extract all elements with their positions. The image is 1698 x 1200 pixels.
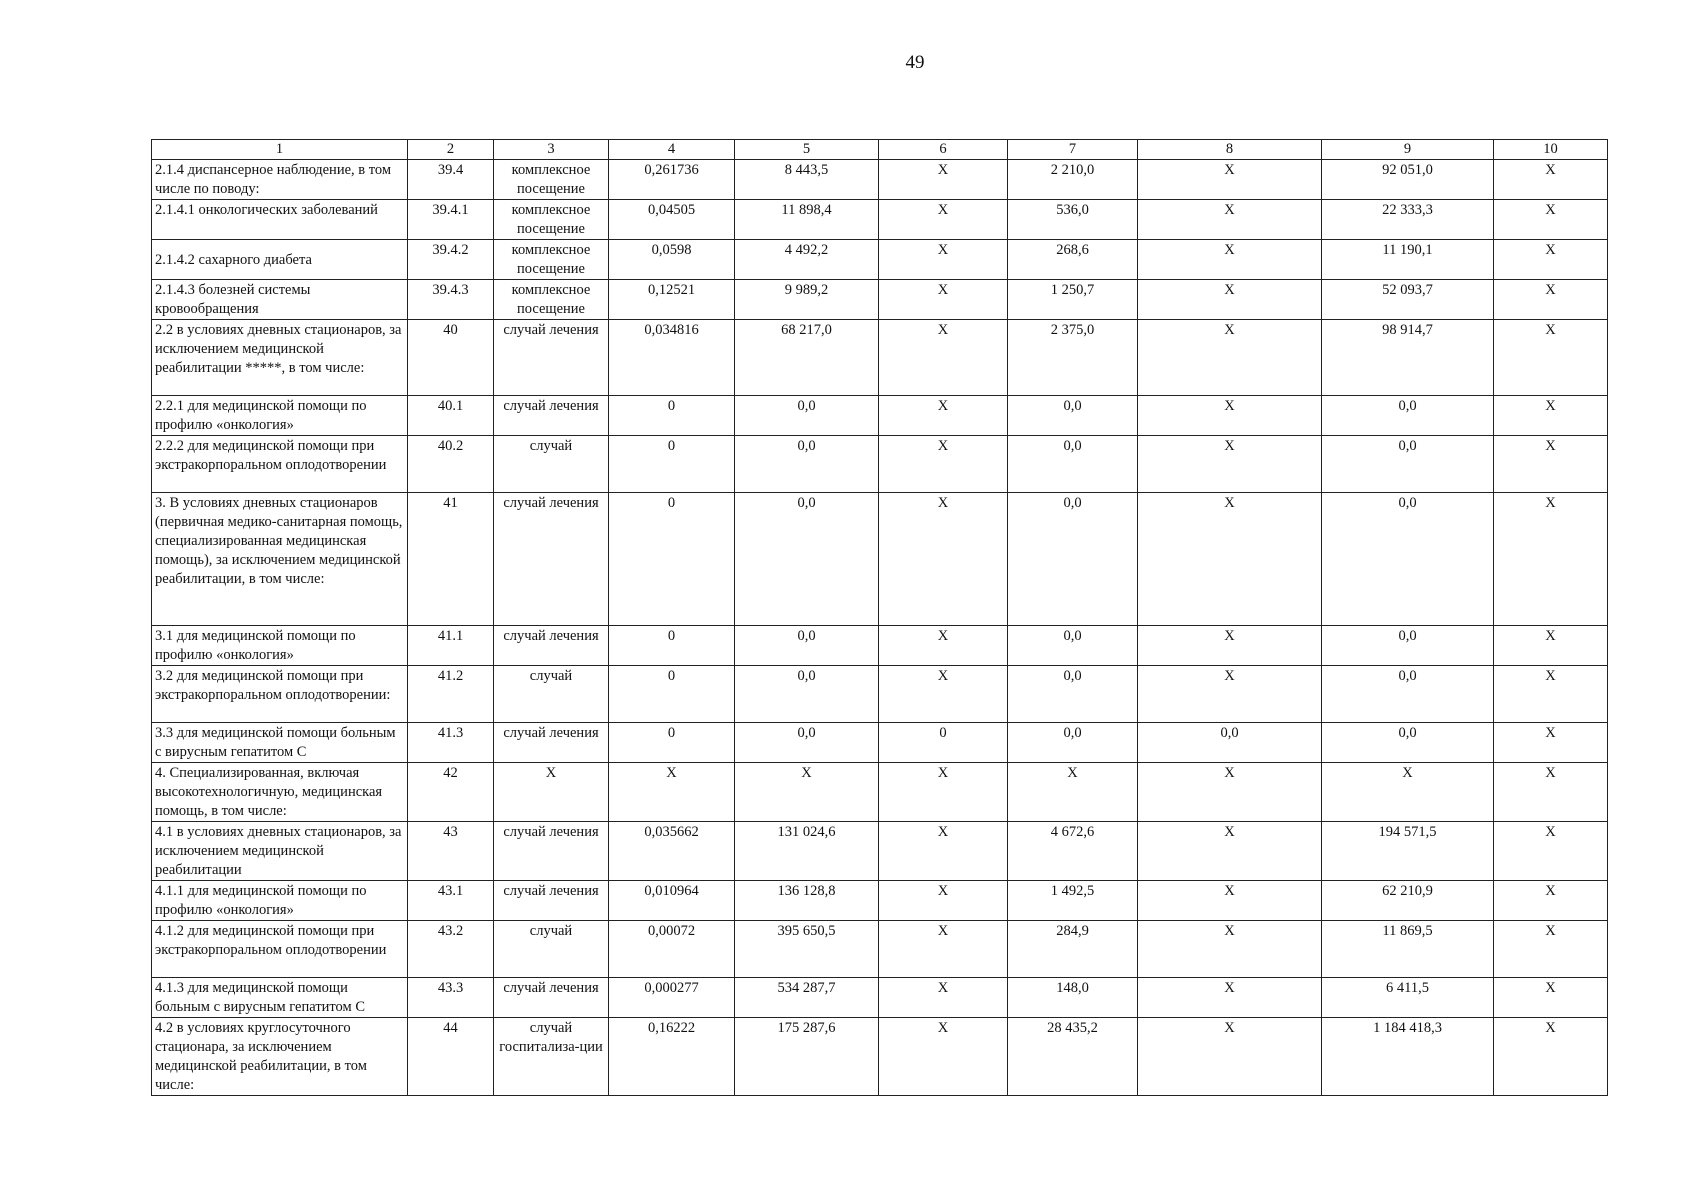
column-header: 4: [609, 140, 735, 160]
table-cell: 0,0: [1322, 723, 1494, 763]
table-row: [152, 822, 1608, 881]
table-row: [152, 666, 1608, 723]
table-cell: Х: [1494, 396, 1608, 436]
table-cell: Х: [879, 436, 1008, 493]
table-row: [152, 396, 1608, 436]
page-number: 49: [905, 52, 925, 73]
table-cell: 43.3: [408, 978, 494, 1018]
table-cell: Х: [1494, 280, 1608, 320]
table-cell: 536,0: [1008, 200, 1138, 240]
table-cell: Х: [1138, 240, 1322, 280]
table-cell: Х: [1138, 280, 1322, 320]
table-cell: Х: [879, 822, 1008, 881]
table-cell: Х: [1138, 200, 1322, 240]
table-row: [152, 921, 1608, 978]
table-cell: 0,0: [1008, 723, 1138, 763]
table-row: [152, 763, 1608, 822]
table-cell: 0: [879, 723, 1008, 763]
table-cell: 0,0: [1322, 396, 1494, 436]
table-cell: Х: [1138, 978, 1322, 1018]
table-cell: Х: [879, 881, 1008, 921]
table-row: [152, 280, 1608, 320]
table-cell: 0: [609, 626, 735, 666]
table-cell: 1 184 418,3: [1322, 1018, 1494, 1096]
table-cell: Х: [879, 978, 1008, 1018]
table-cell: Х: [1138, 160, 1322, 200]
table-cell: 40: [408, 320, 494, 396]
table-cell: Х: [1494, 723, 1608, 763]
table-cell: Х: [1494, 493, 1608, 626]
table-cell: Х: [1494, 240, 1608, 280]
column-header: 2: [408, 140, 494, 160]
table-cell: Х: [879, 626, 1008, 666]
table-cell: 0,0: [1322, 493, 1494, 626]
table-cell: 534 287,7: [735, 978, 879, 1018]
table-cell: 6 411,5: [1322, 978, 1494, 1018]
table-cell: Х: [879, 160, 1008, 200]
table-cell: 0: [609, 436, 735, 493]
table-cell: Х: [1494, 1018, 1608, 1096]
table-cell: Х: [879, 493, 1008, 626]
table-cell: 40.1: [408, 396, 494, 436]
table-cell: 39.4.3: [408, 280, 494, 320]
table-cell: 0,0: [1008, 436, 1138, 493]
table-row: [152, 626, 1608, 666]
table-cell: Х: [879, 240, 1008, 280]
table-row: [152, 160, 1608, 200]
table-cell: 0,0: [1322, 626, 1494, 666]
table-cell: 44: [408, 1018, 494, 1096]
table-cell: Х: [1494, 320, 1608, 396]
table-cell: Х: [879, 396, 1008, 436]
table-cell: 0,0: [735, 723, 879, 763]
table-cell: Х: [1494, 666, 1608, 723]
table-cell: 0,0598: [609, 240, 735, 280]
table-cell: Х: [735, 763, 879, 822]
table-cell: Х: [1138, 822, 1322, 881]
table-cell: Х: [879, 200, 1008, 240]
row-label-cell: 4. Специализированная, включая высокотехнологичную, медицинская помощь, в том числе:: [152, 763, 408, 822]
table-cell: 41.1: [408, 626, 494, 666]
column-header: 5: [735, 140, 879, 160]
table-cell: случай лечения: [494, 320, 609, 396]
table-cell: 0: [609, 396, 735, 436]
row-label-cell: 4.1 в условиях дневных стационаров, за исключением медицинской реабилитации: [152, 822, 408, 881]
row-label-cell: 2.2 в условиях дневных стационаров, за исключением медицинской реабилитации *****, в том числе:: [152, 320, 408, 396]
table-cell: 0,12521: [609, 280, 735, 320]
table-row: [152, 493, 1608, 626]
table-cell: 41.3: [408, 723, 494, 763]
table-row: [152, 723, 1608, 763]
table-cell: 0: [609, 493, 735, 626]
table-cell: 1 250,7: [1008, 280, 1138, 320]
table-cell: случай лечения: [494, 493, 609, 626]
table-cell: 194 571,5: [1322, 822, 1494, 881]
table-row: [152, 240, 1608, 280]
table-cell: 22 333,3: [1322, 200, 1494, 240]
table-cell: 42: [408, 763, 494, 822]
table-cell: 43.2: [408, 921, 494, 978]
table-cell: Х: [1494, 160, 1608, 200]
table-cell: случай лечения: [494, 881, 609, 921]
table-cell: Х: [1494, 626, 1608, 666]
table-cell: Х: [879, 921, 1008, 978]
table-cell: 0,00072: [609, 921, 735, 978]
table-cell: 0,0: [735, 396, 879, 436]
table-cell: 11 190,1: [1322, 240, 1494, 280]
table-cell: 136 128,8: [735, 881, 879, 921]
table-cell: случай: [494, 666, 609, 723]
table-cell: 0,035662: [609, 822, 735, 881]
table-cell: 0,0: [1322, 436, 1494, 493]
table-cell: Х: [1138, 493, 1322, 626]
table-cell: 0,000277: [609, 978, 735, 1018]
table-cell: 11 898,4: [735, 200, 879, 240]
table-cell: 41: [408, 493, 494, 626]
table-cell: случай: [494, 921, 609, 978]
table-cell: 39.4.2: [408, 240, 494, 280]
table-cell: 0,0: [735, 666, 879, 723]
table-cell: 0,16222: [609, 1018, 735, 1096]
table-cell: 52 093,7: [1322, 280, 1494, 320]
table-cell: 0,0: [1008, 666, 1138, 723]
table-cell: Х: [1138, 763, 1322, 822]
table-cell: Х: [1494, 921, 1608, 978]
table-cell: 0,0: [1322, 666, 1494, 723]
table-row: [152, 1018, 1608, 1096]
table-cell: 9 989,2: [735, 280, 879, 320]
table-cell: Х: [879, 320, 1008, 396]
table-cell: комплексное посещение: [494, 240, 609, 280]
table-cell: 92 051,0: [1322, 160, 1494, 200]
table-row: [152, 200, 1608, 240]
table-cell: 0: [609, 666, 735, 723]
table-cell: случай лечения: [494, 822, 609, 881]
table-cell: Х: [1494, 881, 1608, 921]
row-label-cell: 2.1.4.3 болезней системы кровообращения: [152, 280, 408, 320]
row-label-cell: 4.2 в условиях круглосуточного стационара, за исключением медицинской реабилитации, в том числе:: [152, 1018, 408, 1096]
row-label-cell: 3.3 для медицинской помощи больным с вирусным гепатитом С: [152, 723, 408, 763]
header-row: [152, 140, 1608, 160]
table-cell: Х: [879, 666, 1008, 723]
table-cell: 43: [408, 822, 494, 881]
table-cell: 0,034816: [609, 320, 735, 396]
table-cell: случай лечения: [494, 396, 609, 436]
table-cell: 39.4.1: [408, 200, 494, 240]
table-cell: 131 024,6: [735, 822, 879, 881]
table-cell: случай лечения: [494, 723, 609, 763]
table-cell: 268,6: [1008, 240, 1138, 280]
table-cell: 1 492,5: [1008, 881, 1138, 921]
table-cell: Х: [879, 763, 1008, 822]
table-cell: Х: [1322, 763, 1494, 822]
table-cell: Х: [1138, 881, 1322, 921]
table-cell: 68 217,0: [735, 320, 879, 396]
row-label-cell: 3.2 для медицинской помощи при экстракорпоральном оплодотворении:: [152, 666, 408, 723]
row-label-cell: 2.1.4 диспансерное наблюдение, в том числе по поводу:: [152, 160, 408, 200]
row-label-cell: 2.1.4.1 онкологических заболеваний: [152, 200, 408, 240]
table-cell: 43.1: [408, 881, 494, 921]
table-cell: 175 287,6: [735, 1018, 879, 1096]
table-cell: 0,261736: [609, 160, 735, 200]
table-cell: 39.4: [408, 160, 494, 200]
table-cell: случай лечения: [494, 978, 609, 1018]
table-cell: 98 914,7: [1322, 320, 1494, 396]
table-cell: 0,010964: [609, 881, 735, 921]
table-cell: 0,0: [735, 626, 879, 666]
table-cell: Х: [1138, 626, 1322, 666]
table-cell: 0,0: [1138, 723, 1322, 763]
table-cell: Х: [879, 1018, 1008, 1096]
table-cell: 0,0: [1008, 626, 1138, 666]
table-cell: Х: [1138, 666, 1322, 723]
table-cell: Х: [879, 280, 1008, 320]
row-label-cell: 2.1.4.2 сахарного диабета: [152, 240, 408, 280]
table-cell: 8 443,5: [735, 160, 879, 200]
table-cell: 4 672,6: [1008, 822, 1138, 881]
table-cell: Х: [1138, 436, 1322, 493]
column-header: 1: [152, 140, 408, 160]
table-cell: Х: [1494, 436, 1608, 493]
table-cell: 0,0: [1008, 493, 1138, 626]
row-label-cell: 4.1.1 для медицинской помощи по профилю «онкология»: [152, 881, 408, 921]
table-cell: Х: [1494, 763, 1608, 822]
column-header: 8: [1138, 140, 1322, 160]
table-cell: 41.2: [408, 666, 494, 723]
table-cell: Х: [1138, 320, 1322, 396]
table-cell: 395 650,5: [735, 921, 879, 978]
table-cell: Х: [1494, 822, 1608, 881]
table-cell: Х: [609, 763, 735, 822]
column-header: 10: [1494, 140, 1608, 160]
table-cell: 2 375,0: [1008, 320, 1138, 396]
column-header: 6: [879, 140, 1008, 160]
table-cell: 0,0: [735, 436, 879, 493]
table-cell: случай лечения: [494, 626, 609, 666]
row-label-cell: 4.1.3 для медицинской помощи больным с вирусным гепатитом С: [152, 978, 408, 1018]
table-cell: 28 435,2: [1008, 1018, 1138, 1096]
table-cell: Х: [1138, 1018, 1322, 1096]
table-cell: 284,9: [1008, 921, 1138, 978]
table-cell: 62 210,9: [1322, 881, 1494, 921]
table-cell: 40.2: [408, 436, 494, 493]
column-header: 9: [1322, 140, 1494, 160]
table-cell: комплексное посещение: [494, 280, 609, 320]
table-cell: Х: [1008, 763, 1138, 822]
table-cell: 0,0: [735, 493, 879, 626]
table-row: [152, 978, 1608, 1018]
row-label-cell: 3.1 для медицинской помощи по профилю «онкология»: [152, 626, 408, 666]
table-cell: случай: [494, 436, 609, 493]
table-cell: комплексное посещение: [494, 200, 609, 240]
table-cell: 11 869,5: [1322, 921, 1494, 978]
table-cell: Х: [1138, 396, 1322, 436]
data-table: [151, 139, 1608, 1096]
table-cell: 4 492,2: [735, 240, 879, 280]
table-cell: Х: [1138, 921, 1322, 978]
table-cell: 0,0: [1008, 396, 1138, 436]
column-header: 3: [494, 140, 609, 160]
table-row: [152, 320, 1608, 396]
row-label-cell: 3. В условиях дневных стационаров (первичная медико-санитарная помощь, специализированная медицинская помощь), за исключением медицинской реабилитации, в том числе:: [152, 493, 408, 626]
table-row: [152, 436, 1608, 493]
table-cell: 2 210,0: [1008, 160, 1138, 200]
table-cell: случай госпитализа-ции: [494, 1018, 609, 1096]
table-cell: Х: [494, 763, 609, 822]
table-cell: Х: [1494, 200, 1608, 240]
row-label-cell: 4.1.2 для медицинской помощи при экстракорпоральном оплодотворении: [152, 921, 408, 978]
row-label-cell: 2.2.1 для медицинской помощи по профилю «онкология»: [152, 396, 408, 436]
table-cell: Х: [1494, 978, 1608, 1018]
row-label-cell: 2.2.2 для медицинской помощи при экстракорпоральном оплодотворении: [152, 436, 408, 493]
table-row: [152, 881, 1608, 921]
table-cell: 148,0: [1008, 978, 1138, 1018]
column-header: 7: [1008, 140, 1138, 160]
table-cell: 0: [609, 723, 735, 763]
table-cell: 0,04505: [609, 200, 735, 240]
table-cell: комплексное посещение: [494, 160, 609, 200]
